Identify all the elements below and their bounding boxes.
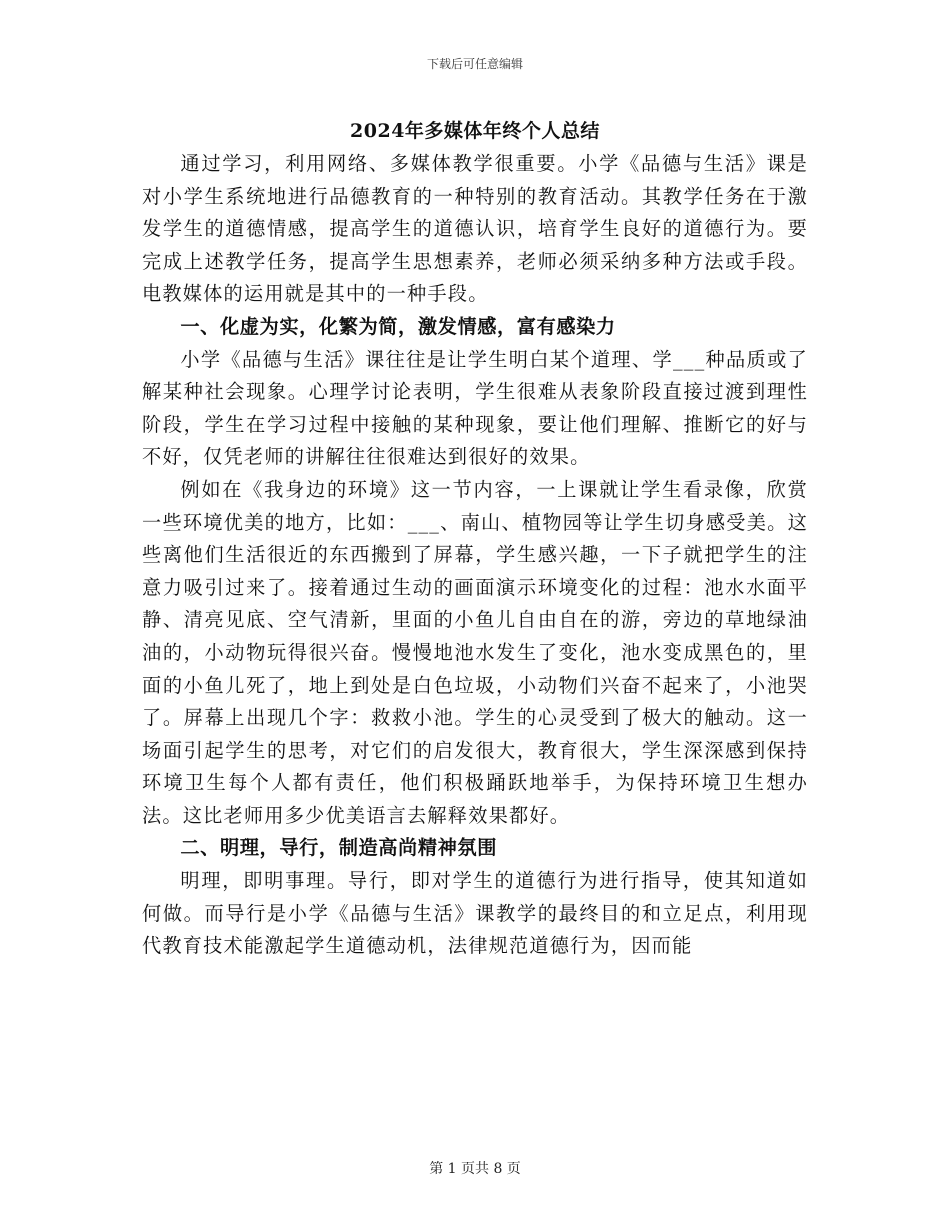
header-note: 下载后可任意编辑	[426, 57, 523, 71]
paragraph-section-1b: 例如在《我身边的环境》这一节内容，一上课就让学生看录像，欣赏一些环境优美的地方，比如：___、南山、植物园等让学生切身感受美。这些离他们生活很近的东西搬到了屏幕，学生感兴趣，一下子就把学生的注意力吸引过来了。接着通过生动的画面演示环境变化的过程：池水水面平静、清亮见底、空气清新，里面的小鱼儿自由自在的游，旁边的草地绿油油的，小动物玩得很兴奋。慢慢地池水发生了变化，池水变成黑色的，里面的小鱼儿死了，地上到处是白色垃圾，小动物们兴奋不起来了，小池哭了。屏幕上出现几个字：救救小池。学生的心灵受到了极大的触动。这一场面引起学生的思考，对它们的启发很大，教育很大，学生深深感到保持环境卫生每个人都有责任，他们积极踊跃地举手，为保持环境卫生想办法。这比老师用多少优美语言去解释效果都好。	[142, 477, 808, 827]
paragraph-section-2a: 明理，即明事理。导行，即对学生的道德行为进行指导，使其知道如何做。而导行是小学《品德与生活》课教学的最终目的和立足点，利用现代教育技术能激起学生道德动机，法律规范道德行为，因而能	[142, 869, 808, 958]
page-number: 第 1 页共 8 页	[429, 1161, 521, 1177]
section-heading-1: 一、化虚为实，化繁为简，激发情感，富有感染力	[180, 314, 616, 338]
section-heading-2: 二、明理，导行，制造高尚精神氛围	[180, 836, 497, 860]
paragraph-section-1a: 小学《品德与生活》课往往是让学生明白某个道理、学___种品质或了解某种社会现象。心理学讨论表明，学生很难从表象阶段直接过渡到理性阶段，学生在学习过程中接触的某种现象，要让他们理解、推断它的好与不好，仅凭老师的讲解往往很难达到很好的效果。	[142, 347, 808, 469]
paragraph-intro: 通过学习，利用网络、多媒体教学很重要。小学《品德与生活》课是对小学生系统地进行品德教育的一种特别的教育活动。其教学任务在于激发学生的道德情感，提高学生的道德认识，培育学生良好的道德行为。要完成上述教学任务，提高学生思想素养，老师必须采纳多种方法或手段。电教媒体的运用就是其中的一种手段。	[142, 152, 808, 306]
document-title: 2024年多媒体年终个人总结	[350, 120, 600, 142]
document-body	[142, 148, 808, 963]
